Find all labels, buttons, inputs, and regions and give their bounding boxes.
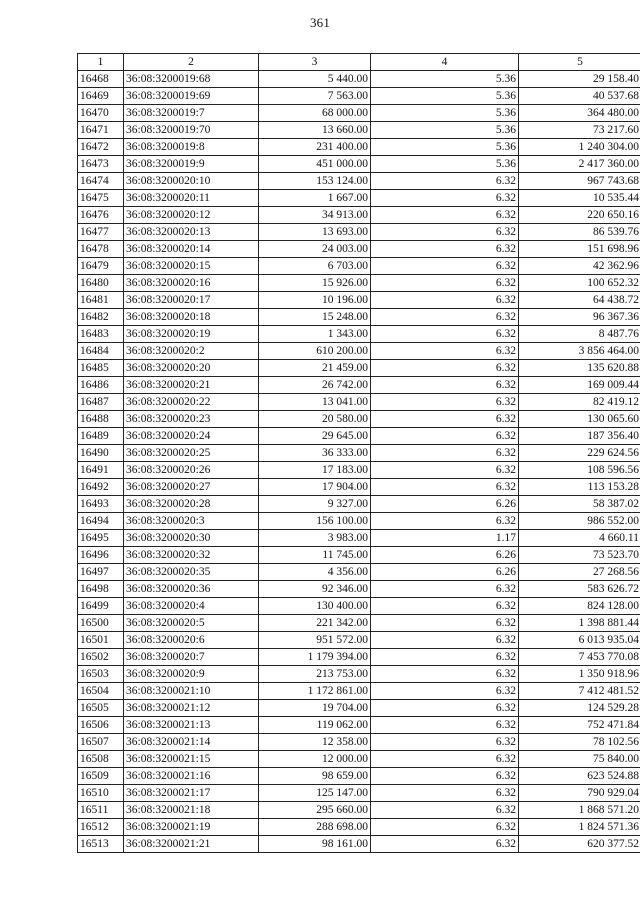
- area-cell: 17 904.00: [259, 479, 371, 496]
- table-row: [78, 564, 640, 581]
- row-number-cell: 16484: [78, 343, 124, 360]
- cadastral-number-cell: 36:08:3200020:27: [124, 479, 259, 496]
- row-number-cell: 16469: [78, 88, 124, 105]
- rate-cell: 6.32: [371, 360, 519, 377]
- row-number-cell: 16511: [78, 802, 124, 819]
- rate-cell: 6.32: [371, 462, 519, 479]
- rate-cell: 6.32: [371, 649, 519, 666]
- cadastral-number-cell: 36:08:3200020:26: [124, 462, 259, 479]
- table-row: [78, 394, 640, 411]
- row-number-cell: 16510: [78, 785, 124, 802]
- value-cell: 42 362.96: [519, 258, 640, 275]
- value-cell: 364 480.00: [519, 105, 640, 122]
- value-cell: 130 065.60: [519, 411, 640, 428]
- table-header: [78, 54, 640, 71]
- value-cell: 623 524.88: [519, 768, 640, 785]
- area-cell: 295 660.00: [259, 802, 371, 819]
- table-row: [78, 751, 640, 768]
- area-cell: 34 913.00: [259, 207, 371, 224]
- column-header-2: 2: [124, 54, 259, 71]
- area-cell: 1 172 861.00: [259, 683, 371, 700]
- cadastral-number-cell: 36:08:3200020:30: [124, 530, 259, 547]
- table-row: [78, 377, 640, 394]
- row-number-cell: 16483: [78, 326, 124, 343]
- rate-cell: 6.26: [371, 564, 519, 581]
- row-number-cell: 16485: [78, 360, 124, 377]
- cadastral-number-cell: 36:08:3200020:21: [124, 377, 259, 394]
- rate-cell: 6.32: [371, 700, 519, 717]
- row-number-cell: 16490: [78, 445, 124, 462]
- area-cell: 1 667.00: [259, 190, 371, 207]
- area-cell: 15 248.00: [259, 309, 371, 326]
- rate-cell: 5.36: [371, 139, 519, 156]
- table-row: [78, 309, 640, 326]
- value-cell: 73 523.70: [519, 547, 640, 564]
- area-cell: 119 062.00: [259, 717, 371, 734]
- table-row: [78, 462, 640, 479]
- value-cell: 1 824 571.36: [519, 819, 640, 836]
- table-row: [78, 513, 640, 530]
- rate-cell: 6.32: [371, 836, 519, 853]
- table-row: [78, 428, 640, 445]
- rate-cell: 6.32: [371, 411, 519, 428]
- value-cell: 86 539.76: [519, 224, 640, 241]
- row-number-cell: 16501: [78, 632, 124, 649]
- rate-cell: 6.26: [371, 496, 519, 513]
- rate-cell: 6.32: [371, 275, 519, 292]
- cadastral-number-cell: 36:08:3200021:14: [124, 734, 259, 751]
- row-number-cell: 16482: [78, 309, 124, 326]
- rate-cell: 6.32: [371, 309, 519, 326]
- area-cell: 29 645.00: [259, 428, 371, 445]
- area-cell: 11 745.00: [259, 547, 371, 564]
- value-cell: 108 596.56: [519, 462, 640, 479]
- cadastral-number-cell: 36:08:3200020:15: [124, 258, 259, 275]
- area-cell: 12 000.00: [259, 751, 371, 768]
- value-cell: 169 009.44: [519, 377, 640, 394]
- rate-cell: 6.32: [371, 768, 519, 785]
- cadastral-number-cell: 36:08:3200021:18: [124, 802, 259, 819]
- rate-cell: 6.32: [371, 479, 519, 496]
- area-cell: 21 459.00: [259, 360, 371, 377]
- row-number-cell: 16513: [78, 836, 124, 853]
- row-number-cell: 16509: [78, 768, 124, 785]
- rate-cell: 6.32: [371, 666, 519, 683]
- area-cell: 231 400.00: [259, 139, 371, 156]
- row-number-cell: 16493: [78, 496, 124, 513]
- area-cell: 13 693.00: [259, 224, 371, 241]
- table-row: [78, 615, 640, 632]
- column-header-4: 4: [371, 54, 519, 71]
- value-cell: 151 698.96: [519, 241, 640, 258]
- area-cell: 36 333.00: [259, 445, 371, 462]
- row-number-cell: 16496: [78, 547, 124, 564]
- table-row: [78, 258, 640, 275]
- rate-cell: 5.36: [371, 71, 519, 88]
- table-row: [78, 326, 640, 343]
- cadastral-number-cell: 36:08:3200020:5: [124, 615, 259, 632]
- cadastral-number-cell: 36:08:3200021:13: [124, 717, 259, 734]
- row-number-cell: 16508: [78, 751, 124, 768]
- row-number-cell: 16472: [78, 139, 124, 156]
- area-cell: 98 161.00: [259, 836, 371, 853]
- cadastral-number-cell: 36:08:3200019:69: [124, 88, 259, 105]
- cadastral-number-cell: 36:08:3200020:10: [124, 173, 259, 190]
- rate-cell: 6.32: [371, 581, 519, 598]
- rate-cell: 6.32: [371, 819, 519, 836]
- value-cell: 124 529.28: [519, 700, 640, 717]
- area-cell: 6 703.00: [259, 258, 371, 275]
- area-cell: 1 179 394.00: [259, 649, 371, 666]
- table-row: [78, 173, 640, 190]
- cadastral-number-cell: 36:08:3200020:18: [124, 309, 259, 326]
- row-number-cell: 16480: [78, 275, 124, 292]
- cadastral-number-cell: 36:08:3200020:6: [124, 632, 259, 649]
- value-cell: 82 419.12: [519, 394, 640, 411]
- cadastral-number-cell: 36:08:3200020:13: [124, 224, 259, 241]
- cadastral-number-cell: 36:08:3200021:17: [124, 785, 259, 802]
- row-number-cell: 16512: [78, 819, 124, 836]
- table-row: [78, 241, 640, 258]
- row-number-cell: 16486: [78, 377, 124, 394]
- cadastral-number-cell: 36:08:3200020:24: [124, 428, 259, 445]
- rate-cell: 5.36: [371, 156, 519, 173]
- table-row: [78, 734, 640, 751]
- value-cell: 75 840.00: [519, 751, 640, 768]
- value-cell: 6 013 935.04: [519, 632, 640, 649]
- rate-cell: 6.32: [371, 683, 519, 700]
- value-cell: 620 377.52: [519, 836, 640, 853]
- area-cell: 98 659.00: [259, 768, 371, 785]
- row-number-cell: 16474: [78, 173, 124, 190]
- row-number-cell: 16471: [78, 122, 124, 139]
- rate-cell: 1.17: [371, 530, 519, 547]
- value-cell: 100 652.32: [519, 275, 640, 292]
- area-cell: 610 200.00: [259, 343, 371, 360]
- table-row: [78, 88, 640, 105]
- value-cell: 4 660.11: [519, 530, 640, 547]
- area-cell: 15 926.00: [259, 275, 371, 292]
- area-cell: 3 983.00: [259, 530, 371, 547]
- cadastral-number-cell: 36:08:3200020:2: [124, 343, 259, 360]
- value-cell: 1 868 571.20: [519, 802, 640, 819]
- table-row: [78, 632, 640, 649]
- table-row: [78, 700, 640, 717]
- value-cell: 73 217.60: [519, 122, 640, 139]
- rate-cell: 6.26: [371, 547, 519, 564]
- table-row: [78, 411, 640, 428]
- table-row: [78, 547, 640, 564]
- value-cell: 229 624.56: [519, 445, 640, 462]
- cadastral-number-cell: 36:08:3200020:32: [124, 547, 259, 564]
- rate-cell: 6.32: [371, 241, 519, 258]
- area-cell: 451 000.00: [259, 156, 371, 173]
- cadastral-number-cell: 36:08:3200020:25: [124, 445, 259, 462]
- table-row: [78, 581, 640, 598]
- table-body: [78, 71, 640, 853]
- row-number-cell: 16475: [78, 190, 124, 207]
- cadastral-number-cell: 36:08:3200021:15: [124, 751, 259, 768]
- rate-cell: 6.32: [371, 377, 519, 394]
- rate-cell: 6.32: [371, 190, 519, 207]
- row-number-cell: 16500: [78, 615, 124, 632]
- rate-cell: 6.32: [371, 513, 519, 530]
- value-cell: 1 240 304.00: [519, 139, 640, 156]
- cadastral-number-cell: 36:08:3200020:28: [124, 496, 259, 513]
- value-cell: 7 412 481.52: [519, 683, 640, 700]
- value-cell: 3 856 464.00: [519, 343, 640, 360]
- cadastral-number-cell: 36:08:3200020:14: [124, 241, 259, 258]
- rate-cell: 6.32: [371, 717, 519, 734]
- value-cell: 7 453 770.08: [519, 649, 640, 666]
- value-cell: 78 102.56: [519, 734, 640, 751]
- row-number-cell: 16502: [78, 649, 124, 666]
- value-cell: 1 398 881.44: [519, 615, 640, 632]
- table-row: [78, 139, 640, 156]
- row-number-cell: 16476: [78, 207, 124, 224]
- table-row: [78, 224, 640, 241]
- row-number-cell: 16492: [78, 479, 124, 496]
- rate-cell: 6.32: [371, 598, 519, 615]
- cadastral-number-cell: 36:08:3200020:16: [124, 275, 259, 292]
- row-number-cell: 16504: [78, 683, 124, 700]
- area-cell: 12 358.00: [259, 734, 371, 751]
- rate-cell: 6.32: [371, 258, 519, 275]
- table-row: [78, 190, 640, 207]
- cadastral-number-cell: 36:08:3200020:12: [124, 207, 259, 224]
- cadastral-number-cell: 36:08:3200020:3: [124, 513, 259, 530]
- row-number-cell: 16497: [78, 564, 124, 581]
- cadastral-number-cell: 36:08:3200020:9: [124, 666, 259, 683]
- rate-cell: 6.32: [371, 207, 519, 224]
- value-cell: 113 153.28: [519, 479, 640, 496]
- rate-cell: 6.32: [371, 785, 519, 802]
- area-cell: 92 346.00: [259, 581, 371, 598]
- table-row: [78, 683, 640, 700]
- row-number-cell: 16506: [78, 717, 124, 734]
- area-cell: 288 698.00: [259, 819, 371, 836]
- row-number-cell: 16477: [78, 224, 124, 241]
- cadastral-number-cell: 36:08:3200020:23: [124, 411, 259, 428]
- cadastral-number-cell: 36:08:3200020:19: [124, 326, 259, 343]
- table-row: [78, 530, 640, 547]
- cadastral-number-cell: 36:08:3200020:22: [124, 394, 259, 411]
- header-row: [78, 54, 640, 71]
- row-number-cell: 16507: [78, 734, 124, 751]
- rate-cell: 5.36: [371, 88, 519, 105]
- cadastral-number-cell: 36:08:3200020:11: [124, 190, 259, 207]
- row-number-cell: 16489: [78, 428, 124, 445]
- table-row: [78, 666, 640, 683]
- cadastral-number-cell: 36:08:3200019:68: [124, 71, 259, 88]
- value-cell: 1 350 918.96: [519, 666, 640, 683]
- area-cell: 24 003.00: [259, 241, 371, 258]
- cadastral-number-cell: 36:08:3200019:8: [124, 139, 259, 156]
- table-row: [78, 649, 640, 666]
- area-cell: 213 753.00: [259, 666, 371, 683]
- value-cell: 2 417 360.00: [519, 156, 640, 173]
- cadastral-number-cell: 36:08:3200019:9: [124, 156, 259, 173]
- area-cell: 20 580.00: [259, 411, 371, 428]
- table-row: [78, 156, 640, 173]
- row-number-cell: 16479: [78, 258, 124, 275]
- table-row: [78, 768, 640, 785]
- area-cell: 10 196.00: [259, 292, 371, 309]
- rate-cell: 6.32: [371, 615, 519, 632]
- rate-cell: 6.32: [371, 802, 519, 819]
- value-cell: 10 535.44: [519, 190, 640, 207]
- row-number-cell: 16478: [78, 241, 124, 258]
- table-row: [78, 836, 640, 853]
- row-number-cell: 16499: [78, 598, 124, 615]
- cadastral-number-cell: 36:08:3200019:70: [124, 122, 259, 139]
- table-row: [78, 275, 640, 292]
- area-cell: 1 343.00: [259, 326, 371, 343]
- value-cell: 27 268.56: [519, 564, 640, 581]
- value-cell: 135 620.88: [519, 360, 640, 377]
- row-number-cell: 16481: [78, 292, 124, 309]
- table-row: [78, 479, 640, 496]
- value-cell: 8 487.76: [519, 326, 640, 343]
- row-number-cell: 16468: [78, 71, 124, 88]
- area-cell: 130 400.00: [259, 598, 371, 615]
- rate-cell: 6.32: [371, 632, 519, 649]
- value-cell: 40 537.68: [519, 88, 640, 105]
- table-row: [78, 360, 640, 377]
- area-cell: 13 660.00: [259, 122, 371, 139]
- rate-cell: 6.32: [371, 343, 519, 360]
- row-number-cell: 16503: [78, 666, 124, 683]
- cadastral-number-cell: 36:08:3200020:36: [124, 581, 259, 598]
- value-cell: 64 438.72: [519, 292, 640, 309]
- area-cell: 221 342.00: [259, 615, 371, 632]
- row-number-cell: 16487: [78, 394, 124, 411]
- row-number-cell: 16488: [78, 411, 124, 428]
- table-row: [78, 598, 640, 615]
- cadastral-number-cell: 36:08:3200021:21: [124, 836, 259, 853]
- table-row: [78, 343, 640, 360]
- row-number-cell: 16498: [78, 581, 124, 598]
- area-cell: 951 572.00: [259, 632, 371, 649]
- cadastral-value-table: [77, 53, 640, 853]
- area-cell: 19 704.00: [259, 700, 371, 717]
- row-number-cell: 16505: [78, 700, 124, 717]
- column-header-3: 3: [259, 54, 371, 71]
- table-row: [78, 496, 640, 513]
- value-cell: 824 128.00: [519, 598, 640, 615]
- value-cell: 583 626.72: [519, 581, 640, 598]
- value-cell: 187 356.40: [519, 428, 640, 445]
- rate-cell: 6.32: [371, 394, 519, 411]
- rate-cell: 6.32: [371, 734, 519, 751]
- value-cell: 58 387.02: [519, 496, 640, 513]
- table-row: [78, 445, 640, 462]
- area-cell: 125 147.00: [259, 785, 371, 802]
- area-cell: 26 742.00: [259, 377, 371, 394]
- rate-cell: 6.32: [371, 224, 519, 241]
- value-cell: 967 743.68: [519, 173, 640, 190]
- row-number-cell: 16473: [78, 156, 124, 173]
- row-number-cell: 16491: [78, 462, 124, 479]
- table-row: [78, 802, 640, 819]
- area-cell: 5 440.00: [259, 71, 371, 88]
- rate-cell: 6.32: [371, 751, 519, 768]
- rate-cell: 6.32: [371, 292, 519, 309]
- area-cell: 156 100.00: [259, 513, 371, 530]
- area-cell: 9 327.00: [259, 496, 371, 513]
- area-cell: 4 356.00: [259, 564, 371, 581]
- cadastral-number-cell: 36:08:3200020:4: [124, 598, 259, 615]
- cadastral-number-cell: 36:08:3200021:12: [124, 700, 259, 717]
- cadastral-number-cell: 36:08:3200020:17: [124, 292, 259, 309]
- cadastral-number-cell: 36:08:3200021:16: [124, 768, 259, 785]
- page-number: 361: [309, 15, 331, 30]
- column-header-5: 5: [519, 54, 640, 71]
- area-cell: 7 563.00: [259, 88, 371, 105]
- area-cell: 68 000.00: [259, 105, 371, 122]
- value-cell: 986 552.00: [519, 513, 640, 530]
- area-cell: 153 124.00: [259, 173, 371, 190]
- value-cell: 29 158.40: [519, 71, 640, 88]
- rate-cell: 5.36: [371, 105, 519, 122]
- table-row: [78, 819, 640, 836]
- cadastral-number-cell: 36:08:3200021:10: [124, 683, 259, 700]
- value-cell: 752 471.84: [519, 717, 640, 734]
- cadastral-number-cell: 36:08:3200020:20: [124, 360, 259, 377]
- value-cell: 220 650.16: [519, 207, 640, 224]
- table-row: [78, 717, 640, 734]
- cadastral-number-cell: 36:08:3200020:35: [124, 564, 259, 581]
- rate-cell: 6.32: [371, 445, 519, 462]
- table-row: [78, 71, 640, 88]
- row-number-cell: 16495: [78, 530, 124, 547]
- table-row: [78, 785, 640, 802]
- table-row: [78, 292, 640, 309]
- rate-cell: 6.32: [371, 326, 519, 343]
- cadastral-number-cell: 36:08:3200020:7: [124, 649, 259, 666]
- column-header-1: 1: [78, 54, 124, 71]
- cadastral-number-cell: 36:08:3200019:7: [124, 105, 259, 122]
- row-number-cell: 16470: [78, 105, 124, 122]
- table-row: [78, 105, 640, 122]
- area-cell: 13 041.00: [259, 394, 371, 411]
- value-cell: 96 367.36: [519, 309, 640, 326]
- rate-cell: 6.32: [371, 173, 519, 190]
- row-number-cell: 16494: [78, 513, 124, 530]
- value-cell: 790 929.04: [519, 785, 640, 802]
- cadastral-number-cell: 36:08:3200021:19: [124, 819, 259, 836]
- table-row: [78, 207, 640, 224]
- area-cell: 17 183.00: [259, 462, 371, 479]
- table-row: [78, 122, 640, 139]
- rate-cell: 6.32: [371, 428, 519, 445]
- rate-cell: 5.36: [371, 122, 519, 139]
